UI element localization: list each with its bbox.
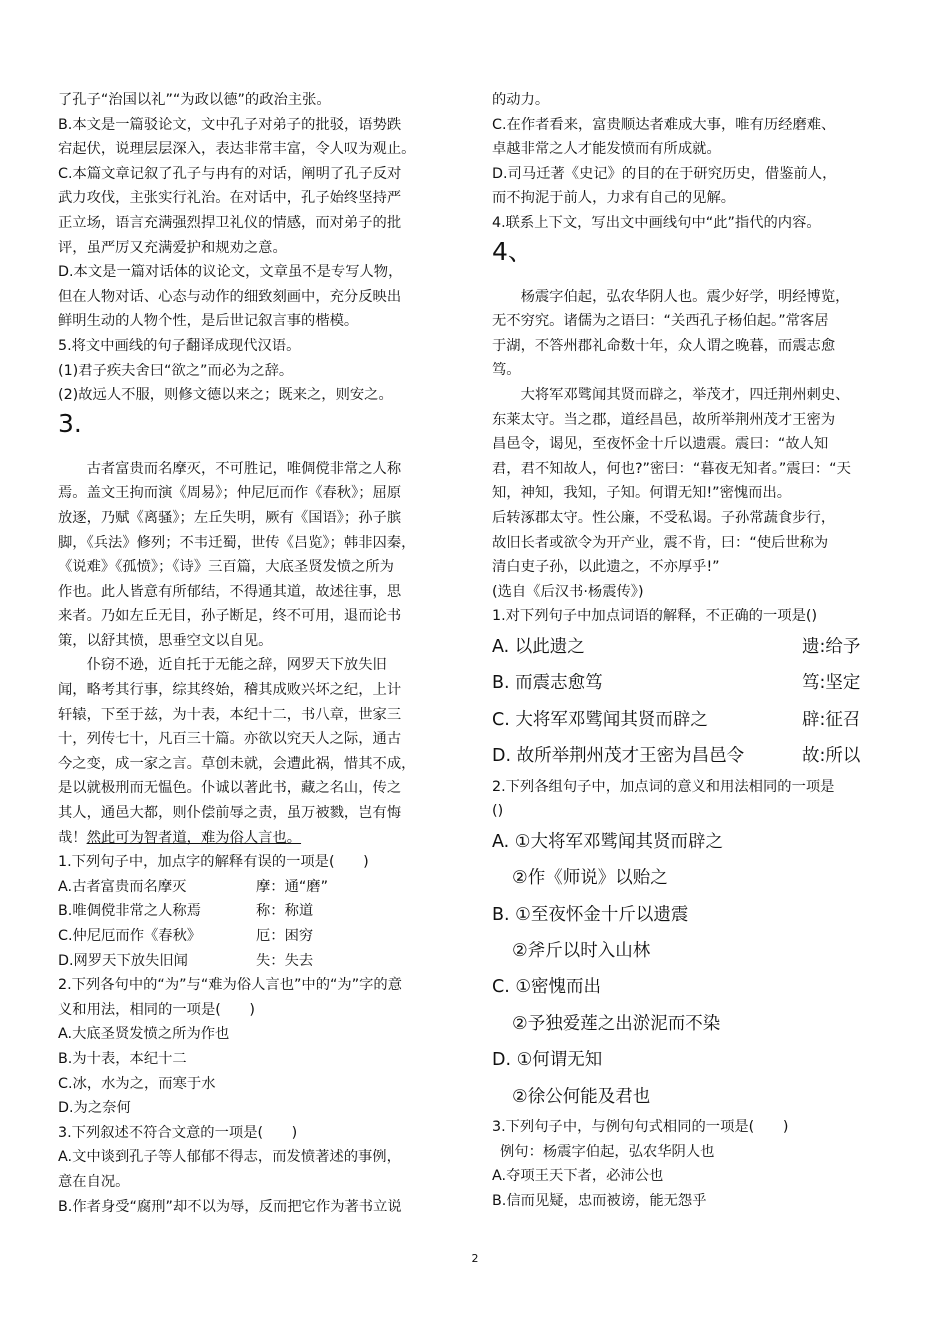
question-option: B.为十表，本纪十二: [58, 1050, 187, 1067]
question-option: A. ①大将军邓骘闻其贤而辟之: [492, 831, 723, 852]
option-sentence: A. 以此遗之: [492, 636, 585, 657]
option-sentence: B.唯倜傥非常之人称焉: [58, 903, 202, 920]
option-definition: 称：称道: [256, 903, 314, 920]
passage-3-para-2: [58, 653, 462, 850]
page-number: 2: [471, 1252, 479, 1265]
text-line: 了孔子“治国以礼”“为政以德”的政治主张。: [58, 92, 331, 108]
passage-line: 焉。盖文王拘而演《周易》；仲尼厄而作《春秋》；屈原: [58, 485, 402, 502]
passage-line: 无不穷究。诸儒为之语曰：“关西孔子杨伯起。”常客居: [492, 313, 829, 330]
passage-line: 来者。乃如左丘无目，孙子断足，终不可用，退而论书: [58, 608, 402, 625]
text-line: 鲜明生动的人物个性，是后世记叙言事的楷模。: [58, 313, 359, 330]
question-stem: 1.对下列句子中加点词语的解释，不正确的一项是(): [492, 608, 818, 625]
passage-line: 清白吏子孙，以此遗之，不亦厚乎!”: [492, 559, 720, 576]
question-option: A.夺项王天下者，必沛公也: [492, 1168, 664, 1185]
passage-line: 其人，通邑大都，则仆偿前辱之责，虽万被戮，岂有悔: [58, 805, 402, 822]
text-line: 宕起伏，说理层层深入，表达非常丰富，令人叹为观止。: [58, 141, 416, 158]
question-stem: 1.下列句子中，加点字的解释有误的一项是( ): [58, 854, 369, 871]
option-sentence: D.网罗天下放失旧闻: [58, 952, 188, 969]
question-stem: 2.下列各组句子中，加点词的意义和用法相同的一项是: [492, 778, 835, 795]
passage-source: (选自《后汉书·杨震传》): [492, 583, 644, 600]
passage-line: 作也。此人皆意有所郁结，不得通其道，故述往事，思: [58, 583, 402, 600]
passage-line: 仆窃不逊，近自托于无能之辞，网罗天下放失旧: [86, 657, 387, 674]
passage-4-para-3: [492, 506, 894, 580]
question-option: C.冰，水为之，而寒于水: [58, 1075, 216, 1092]
passage-line: 放逐，乃赋《离骚》；左丘失明，厥有《国语》；孙子膑: [58, 509, 402, 526]
option-definition: 厄：困穷: [256, 928, 314, 944]
passage-line: 脚，《兵法》修列；不韦迁蜀，世传《吕览》；韩非囚秦，: [58, 534, 416, 551]
question-4-2: [492, 775, 894, 1115]
passage-line: 杨震字伯起，弘农华阴人也。震少好学，明经博览，: [520, 288, 850, 305]
question-option: [492, 665, 894, 701]
question-option: 意在自况。: [58, 1173, 130, 1190]
text-line: 但在人物对话、心态与动作的细致刻画中，充分反映出: [58, 288, 402, 305]
option-sentence: A.古者富贵而名摩灭: [58, 878, 187, 895]
passage-text: 哉！: [58, 829, 87, 846]
question-3-2: [58, 973, 462, 1121]
text-line: C.本篇文章记叙了孔子与冉有的对话，阐明了孔子反对: [58, 165, 402, 182]
passage-line: 于湖，不答州郡礼命数十年，众人谓之晚暮，而震志愈: [492, 337, 836, 354]
question-stem: (): [492, 803, 504, 820]
left-column: [58, 88, 462, 1219]
passage-line: 十，列传七十，凡百三十篇。亦欲以究天人之际，通古: [58, 731, 402, 748]
option-sentence: D. 故所举荆州茂才王密为昌邑令: [492, 746, 745, 767]
passage-line: 知，神知，我知，子知。何谓无知!”密愧而出。: [492, 485, 792, 502]
translation-item: (1)君子疾夫舍曰“欲之”而必为之辞。: [58, 362, 294, 379]
text-line: D.本文是一篇对话体的议论文，文章虽不是专写人物，: [58, 264, 403, 281]
underlined-sentence: 然此可为智者道，难为俗人言也。: [86, 829, 302, 846]
text-line: 评，虽严厉又充满爱护和规劝之意。: [58, 239, 287, 256]
option-sentence: C. 大将军邓骘闻其贤而辟之: [492, 709, 708, 730]
question-option: [58, 949, 462, 974]
question-option: ②斧斤以时入山林: [512, 940, 651, 961]
text-line: 武力攻伐，主张实行礼治。在对话中，孔子始终坚持严: [58, 190, 402, 207]
passage-line: 是以就极刑而无愠色。仆诚以著此书，藏之名山，传之: [58, 780, 402, 797]
question-stem: 3.下列句子中，与例句句式相同的一项是( ): [492, 1118, 789, 1135]
question-option: B. ①至夜怀金十斤以遗震: [492, 904, 689, 925]
passage-line: 后转涿郡太守。性公廉，不受私谒。子孙常蔬食步行，: [492, 509, 836, 526]
passage-4-para-2: [492, 383, 894, 506]
text-line: C.在作者看来，富贵顺达者难成大事，唯有历经磨难、: [492, 116, 836, 133]
passage-line: 今之变，成一家之言。草创未就，会遭此祸，惜其不成，: [58, 755, 416, 772]
option-definition: 失：失去: [256, 952, 314, 969]
question-option: [492, 702, 894, 738]
question-stem: 2.下列各句中的“为”与“难为俗人言也”中的“为”字的意: [58, 977, 403, 994]
question-3-1: [58, 850, 462, 973]
passage-4-para-1: [492, 285, 894, 383]
question-option: ②徐公何能及君也: [512, 1086, 651, 1107]
question-option: [58, 875, 462, 900]
question-option: A.文中谈到孔子等人郁郁不得志，而发愤著述的事例，: [58, 1149, 401, 1166]
passage-line: 古者富贵而名摩灭，不可胜记，唯倜傥非常之人称: [86, 460, 402, 477]
passage-3-para-1: [58, 457, 462, 654]
option-definition: 故:所以: [802, 746, 861, 767]
option-definition: 笃:坚定: [802, 673, 861, 694]
example-sentence: 例句：杨震字伯起，弘农华阴人也: [500, 1143, 715, 1160]
question-option: A.大底圣贤发愤之所为作也: [58, 1026, 230, 1043]
option-definition: 摩：通“磨”: [256, 878, 329, 895]
question-stem: 4.联系上下文，写出文中画线句中“此”指代的内容。: [492, 214, 821, 231]
translation-item: (2)故远人不服，则修文德以来之；既来之，则安之。: [58, 387, 393, 404]
question-option: B.信而见疑，忠而被谤，能无怨乎: [492, 1192, 707, 1209]
passage-line: 君，君不知故人，何也?”密曰：“暮夜无知者。”震曰：“天: [492, 460, 851, 477]
question-4-1: [492, 604, 894, 774]
option-definition: 辟:征召: [802, 709, 861, 730]
section-3-heading: 3.: [58, 408, 82, 438]
passage-line: [58, 826, 462, 851]
question-4-3: [492, 1115, 894, 1213]
question-option: ②作《师说》以贻之: [512, 868, 668, 889]
option-sentence: C.仲尼厄而作《春秋》: [58, 928, 202, 944]
passage-line: 轩辕，下至于兹，为十表，本纪十二，书八章，世家三: [58, 706, 402, 723]
question-3-3: [58, 1121, 462, 1219]
question-option: [58, 899, 462, 924]
option-definition: 遗:给予: [802, 636, 861, 657]
question-option: [492, 738, 894, 774]
passage-line: 笃。: [492, 362, 521, 379]
question-option: [492, 629, 894, 665]
option-sentence: B. 而震志愈笃: [492, 673, 603, 694]
text-line: D.司马迁著《史记》的目的在于研究历史，借鉴前人，: [492, 165, 837, 182]
right-column: [492, 88, 894, 1213]
text-line: 正立场，语言充满强烈捍卫礼仪的情感，而对弟子的批: [58, 214, 402, 231]
translation-question: 5.将文中画线的句子翻译成现代汉语。: [58, 337, 301, 354]
question-option: B.作者身受“腐刑”却不以为辱，反而把它作为著书立说: [58, 1198, 402, 1215]
text-line: B.本文是一篇驳论文，文中孔子对弟子的批驳，语势跌: [58, 116, 402, 133]
text-line: 的动力。: [492, 92, 550, 108]
passage-line: 大将军邓骘闻其贤而辟之，举茂才，四迁荆州刺史、: [520, 386, 850, 403]
section-4-heading: 4、: [492, 236, 533, 266]
question-option: ②予独爱莲之出淤泥而不染: [512, 1013, 721, 1034]
passage-line: 故旧长者或欲令为开产业，震不肯，曰：“使后世称为: [492, 534, 829, 551]
question-option: C. ①密愧而出: [492, 977, 602, 998]
passage-line: 策，以舒其愤，思垂空文以自见。: [58, 632, 273, 649]
passage-line: 《说难》《孤愤》；《诗》三百篇，大底圣贤发愤之所为: [58, 559, 394, 576]
passage-line: 闻，略考其行事，综其终始，稽其成败兴坏之纪，上计: [58, 682, 402, 699]
question-option: D. ①何谓无知: [492, 1050, 603, 1071]
text-line: 而不拘泥于前人，力求有自己的见解。: [492, 190, 736, 207]
passage-line: 东莱太守。当之郡，道经昌邑，故所举荆州茂才王密为: [492, 411, 836, 428]
text-line: 卓越非常之人才能发愤而有所成就。: [492, 141, 721, 158]
passage-line: 昌邑令，谒见，至夜怀金十斤以遗震。震曰：“故人知: [492, 436, 829, 453]
question-option: [58, 924, 462, 949]
question-stem: 3.下列叙述不符合文意的一项是( ): [58, 1124, 298, 1141]
question-stem: 义和用法，相同的一项是( ): [58, 1001, 256, 1018]
question-option: D.为之奈何: [58, 1100, 131, 1117]
